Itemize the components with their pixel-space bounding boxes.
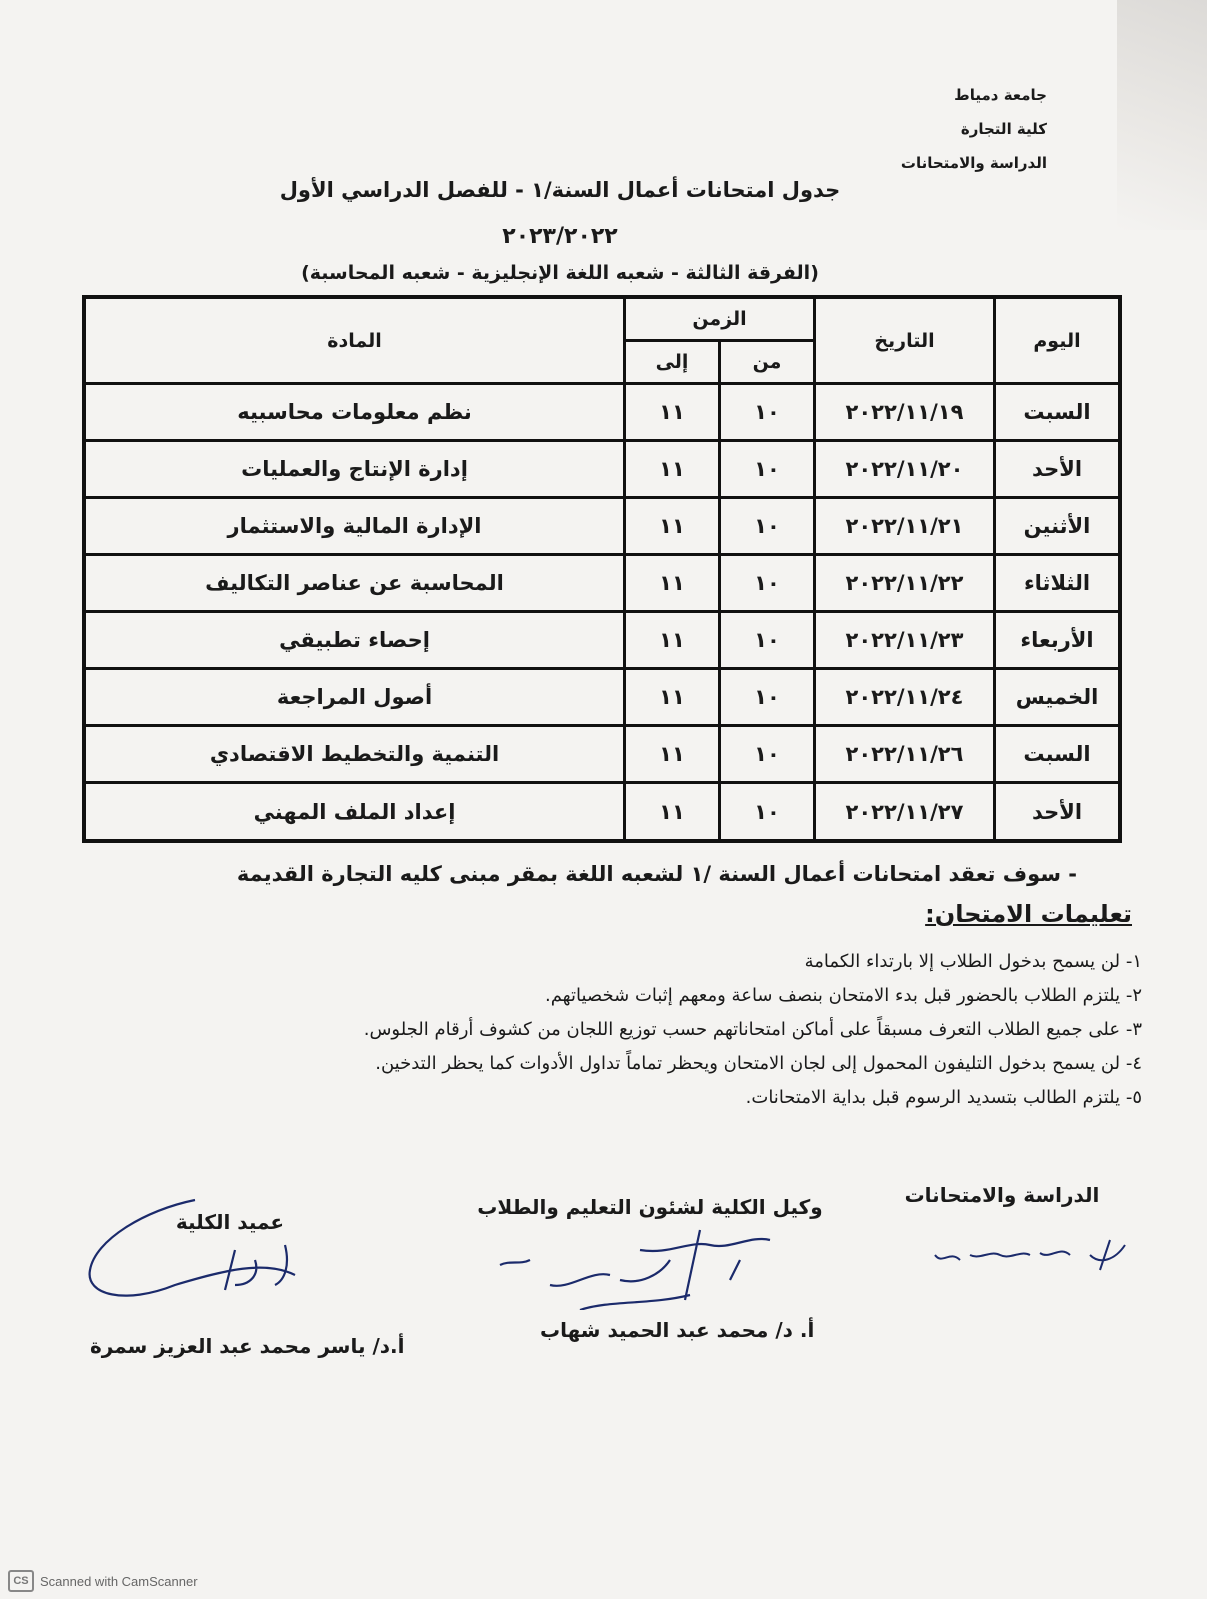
date-cell: ٢٠٢٢/١١/٢٤ <box>815 669 995 726</box>
header-time: الزمن <box>625 297 815 341</box>
day-cell: الأثنين <box>995 498 1121 555</box>
to-cell: ١١ <box>625 441 720 498</box>
table-row <box>84 498 1120 555</box>
day-cell: الخميس <box>995 669 1121 726</box>
day-cell: الأربعاء <box>995 612 1121 669</box>
table-row <box>84 612 1120 669</box>
table-row <box>84 441 1120 498</box>
faculty-name: كلية التجارة <box>960 120 1047 138</box>
from-cell: ١٠ <box>720 783 815 841</box>
list-item: ٢- يلتزم الطلاب بالحضور قبل بدء الامتحان بنصف ساعة ومعهم إثبات شخصياتهم. <box>544 985 1142 1006</box>
header-day: اليوم <box>995 297 1121 384</box>
schedule-title: جدول امتحانات أعمال السنة/١ - للفصل الدراسي الأول <box>279 178 841 202</box>
from-cell: ١٠ <box>720 441 815 498</box>
header-date: التاريخ <box>815 297 995 384</box>
subject-cell: أصول المراجعة <box>84 669 625 726</box>
table-row <box>84 555 1120 612</box>
table-row <box>84 783 1120 841</box>
letterhead <box>807 78 1047 180</box>
date-cell: ٢٠٢٢/١١/٢٠ <box>815 441 995 498</box>
to-cell: ١١ <box>625 726 720 783</box>
table-row <box>84 384 1120 441</box>
to-cell: ١١ <box>625 498 720 555</box>
from-cell: ١٠ <box>720 669 815 726</box>
to-cell: ١١ <box>625 612 720 669</box>
list-item: ٤- لن يسمح بدخول التليفون المحمول إلى لجان الامتحان ويحظر تماماً تداول الأدوات كما يحظر التدخين. <box>375 1053 1142 1074</box>
date-cell: ٢٠٢٢/١١/١٩ <box>815 384 995 441</box>
list-item: ٥- يلتزم الطالب بتسديد الرسوم قبل بداية الامتحانات. <box>745 1087 1142 1108</box>
dean-name: أ.د/ ياسر محمد عبد العزيز سمرة <box>90 1334 405 1358</box>
date-cell: ٢٠٢٢/١١/٢١ <box>815 498 995 555</box>
academic-year: ٢٠٢٣/٢٠٢٢ <box>502 224 618 249</box>
from-cell: ١٠ <box>720 726 815 783</box>
instructions-title: تعليمات الامتحان: <box>925 900 1132 928</box>
date-cell: ٢٠٢٢/١١/٢٣ <box>815 612 995 669</box>
to-cell: ١١ <box>625 669 720 726</box>
handwritten-signature-study <box>930 1225 1140 1280</box>
vice-dean-name: أ. د/ محمد عبد الحميد شهاب <box>540 1318 815 1342</box>
department-name: الدراسة والامتحانات <box>900 154 1047 172</box>
header-to: إلى <box>625 341 720 384</box>
instructions-list <box>82 945 1142 1115</box>
exam-schedule-table <box>82 295 1122 843</box>
date-cell: ٢٠٢٢/١١/٢٢ <box>815 555 995 612</box>
header-subject: المادة <box>84 297 625 384</box>
subject-cell: التنمية والتخطيط الاقتصادي <box>84 726 625 783</box>
list-item: ٣- على جميع الطلاب التعرف مسبقاً على أماكن امتحاناتهم حسب توزيع اللجان من كشوف أرقام الجلوس. <box>363 1019 1142 1040</box>
signature-vice-title: وكيل الكلية لشئون التعليم والطلاب <box>477 1195 823 1219</box>
day-cell: الثلاثاء <box>995 555 1121 612</box>
handwritten-signature-dean <box>85 1190 325 1310</box>
to-cell: ١١ <box>625 555 720 612</box>
schedule-subtitle: (الفرقة الثالثة - شعبه اللغة الإنجليزية - شعبه المحاسبة) <box>301 262 819 284</box>
university-name: جامعة دمياط <box>954 86 1047 104</box>
list-item: ١- لن يسمح بدخول الطلاب إلا بارتداء الكمامة <box>804 951 1142 972</box>
to-cell: ١١ <box>625 783 720 841</box>
from-cell: ١٠ <box>720 384 815 441</box>
subject-cell: المحاسبة عن عناصر التكاليف <box>84 555 625 612</box>
location-note: - سوف تعقد امتحانات أعمال السنة /١ لشعبه اللغة بمقر مبنى كليه التجارة القديمة <box>236 862 1077 886</box>
day-cell: الأحد <box>995 441 1121 498</box>
subject-cell: إدارة الإنتاج والعمليات <box>84 441 625 498</box>
camscanner-icon: CS <box>8 1570 34 1592</box>
day-cell: السبت <box>995 726 1121 783</box>
subject-cell: نظم معلومات محاسبيه <box>84 384 625 441</box>
subject-cell: إحصاء تطبيقي <box>84 612 625 669</box>
header-from: من <box>720 341 815 384</box>
signature-study-title: الدراسة والامتحانات <box>904 1183 1100 1207</box>
signature-dean-title: عميد الكلية <box>175 1210 285 1234</box>
day-cell: الأحد <box>995 783 1121 841</box>
handwritten-signature-vice <box>490 1220 800 1310</box>
subject-cell: إعداد الملف المهني <box>84 783 625 841</box>
table-row <box>84 669 1120 726</box>
table-row <box>84 726 1120 783</box>
to-cell: ١١ <box>625 384 720 441</box>
from-cell: ١٠ <box>720 498 815 555</box>
from-cell: ١٠ <box>720 555 815 612</box>
date-cell: ٢٠٢٢/١١/٢٦ <box>815 726 995 783</box>
page-fold-shadow <box>1117 0 1207 230</box>
day-cell: السبت <box>995 384 1121 441</box>
subject-cell: الإدارة المالية والاستثمار <box>84 498 625 555</box>
date-cell: ٢٠٢٢/١١/٢٧ <box>815 783 995 841</box>
scanner-watermark <box>8 1570 198 1592</box>
scanner-text: Scanned with CamScanner <box>40 1573 198 1589</box>
from-cell: ١٠ <box>720 612 815 669</box>
